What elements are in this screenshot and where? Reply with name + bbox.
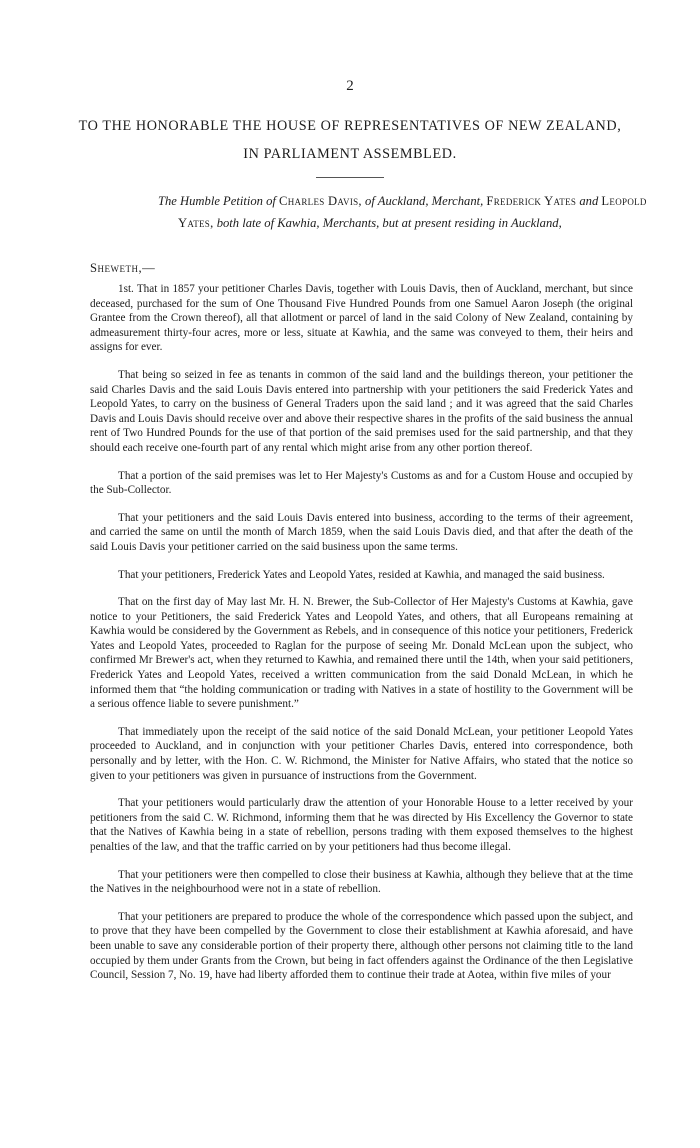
paragraph: That your petitioners and the said Louis Davis entered into business, according to the terms of their agreement, and carried the same on until the month of March 1859, when the said Louis Davis died, and that after the death of the said Louis Davis your petitioner carried on the said business upon the same terms.: [90, 511, 633, 553]
petition-body: [90, 282, 633, 996]
page-number: 2: [346, 78, 354, 94]
heading-line-1: TO THE HONORABLE THE HOUSE OF REPRESENTATIVES OF NEW ZEALAND,: [78, 118, 622, 134]
petition-part-3: and: [579, 194, 599, 208]
paragraph: That immediately upon the receipt of the said notice of the said Donald McLean, your petitioner Leopold Yates proceeded to Auckland, and in conjunction with your petitioner Charles Davis, entered into correspondence, both personally and by letter, with the Hon. C. W. Richmond, the Minister for Native Affairs, who stated that the notice so given to your petitioners was given in pursuance of instructions from the Government.: [90, 725, 633, 782]
paragraph: That a portion of the said premises was let to Her Majesty's Customs as and for a Custom House and occupied by the Sub-Collector.: [90, 469, 633, 497]
paragraph: That your petitioners are prepared to produce the whole of the correspondence which passed upon the subject, and to prove that they have been compelled by the Government to close their establishment at Kawhia aforesaid, and have been unable to save any considerable portion of their property there, although other persons not claiming title to the land occupied by them under Grants from the Crown, but being in fact offenders against the Ordinance of the then Legislative Council, Session 7, No. 19, have had liberty afforded them to continue their trade at Aotea, within five miles of your: [90, 910, 633, 982]
heading-divider: [316, 177, 384, 178]
sheweth-label: Sheweth,—: [90, 261, 156, 275]
petitioner-name-3: Leopold Yates,: [178, 194, 647, 230]
paragraph: 1st. That in 1857 your petitioner Charles Davis, together with Louis Davis, then of Auckland, merchant, but since deceased, purchased for the sum of One Thousand Five Hundred Pounds from one Samuel Aaron Joseph (the original Grantee from the Crown thereof), all that allotment or parcel of land in the said Colony of New Zealand, containing by admeasurement thirty-four acres, more or less, situate at Kawhia, and the same was conveyed to them, their heirs and assigns for ever.: [90, 283, 633, 354]
paragraph: That being so seized in fee as tenants in common of the said land and the buildings thereon, your petitioner the said Charles Davis and the said Louis Davis entered into partnership with your petitioners the said Frederick Yates and Leopold Yates, to carry on the business of General Traders upon the said land ; and it was agreed that the said Charles Davis and Louis Davis should receive over and above their respective shares in the profits of the said business the annual rent of Two Hundred Pounds for the use of that portion of the said premises used for the said partnership, and that they should each receive one-fourth part of any rental which might arise from any other portion thereof.: [90, 368, 633, 454]
petition-part-4: both late of Kawhia, Merchants, but at present residing in Auckland,: [216, 216, 562, 230]
petition-statement: [158, 190, 658, 234]
petition-part-2: of Auckland, Merchant,: [365, 194, 484, 208]
petition-intro: The Humble Petition of: [158, 194, 276, 208]
petitioner-name-1: Charles Davis,: [279, 194, 362, 208]
paragraph: That your petitioners would particularly draw the attention of your Honorable House to a letter received by your petitioners from the said C. W. Richmond, informing them that he was directed by His Excellency the Governor to state that the Natives of Kawhia being in a state of rebellion, persons trading with them exposed themselves to the highest penalties of the law, and that the traffic carried on by your petitioners had thus become illegal.: [90, 797, 633, 853]
paragraph: That your petitioners, Frederick Yates and Leopold Yates, resided at Kawhia, and managed the said business.: [118, 568, 605, 581]
paragraph: That your petitioners were then compelled to close their business at Kawhia, although they believe that at the time the Natives in the neighbourhood were not in a state of rebellion.: [90, 868, 633, 896]
heading-line-2: IN PARLIAMENT ASSEMBLED.: [243, 146, 457, 162]
paragraph: That on the first day of May last Mr. H. N. Brewer, the Sub-Collector of Her Majesty's Customs at Kawhia, gave notice to your Petitioners, the said Frederick Yates and Leopold Yates, and others, that all Europeans remaining at Kawhia would be considered by the Government as Rebels, and in consequence of this notice your petitioners, Frederick Yates and Leopold Yates, proceeded to Raglan for the purpose of seeing Mr. Donald McLean upon the subject, who confirmed Mr Brewer's act, when they returned to Kawhia, and remained there until the 14th, when your said petitioners, Frederick Yates and Leopold Yates, received a written communication from the said Donald McLean, in which he informed them that “the holding communication or trading with Natives in a state of hostility to the Government will be a serious offence liable to severe punishment.”: [90, 596, 633, 711]
petitioner-name-2: Frederick Yates: [486, 194, 577, 208]
